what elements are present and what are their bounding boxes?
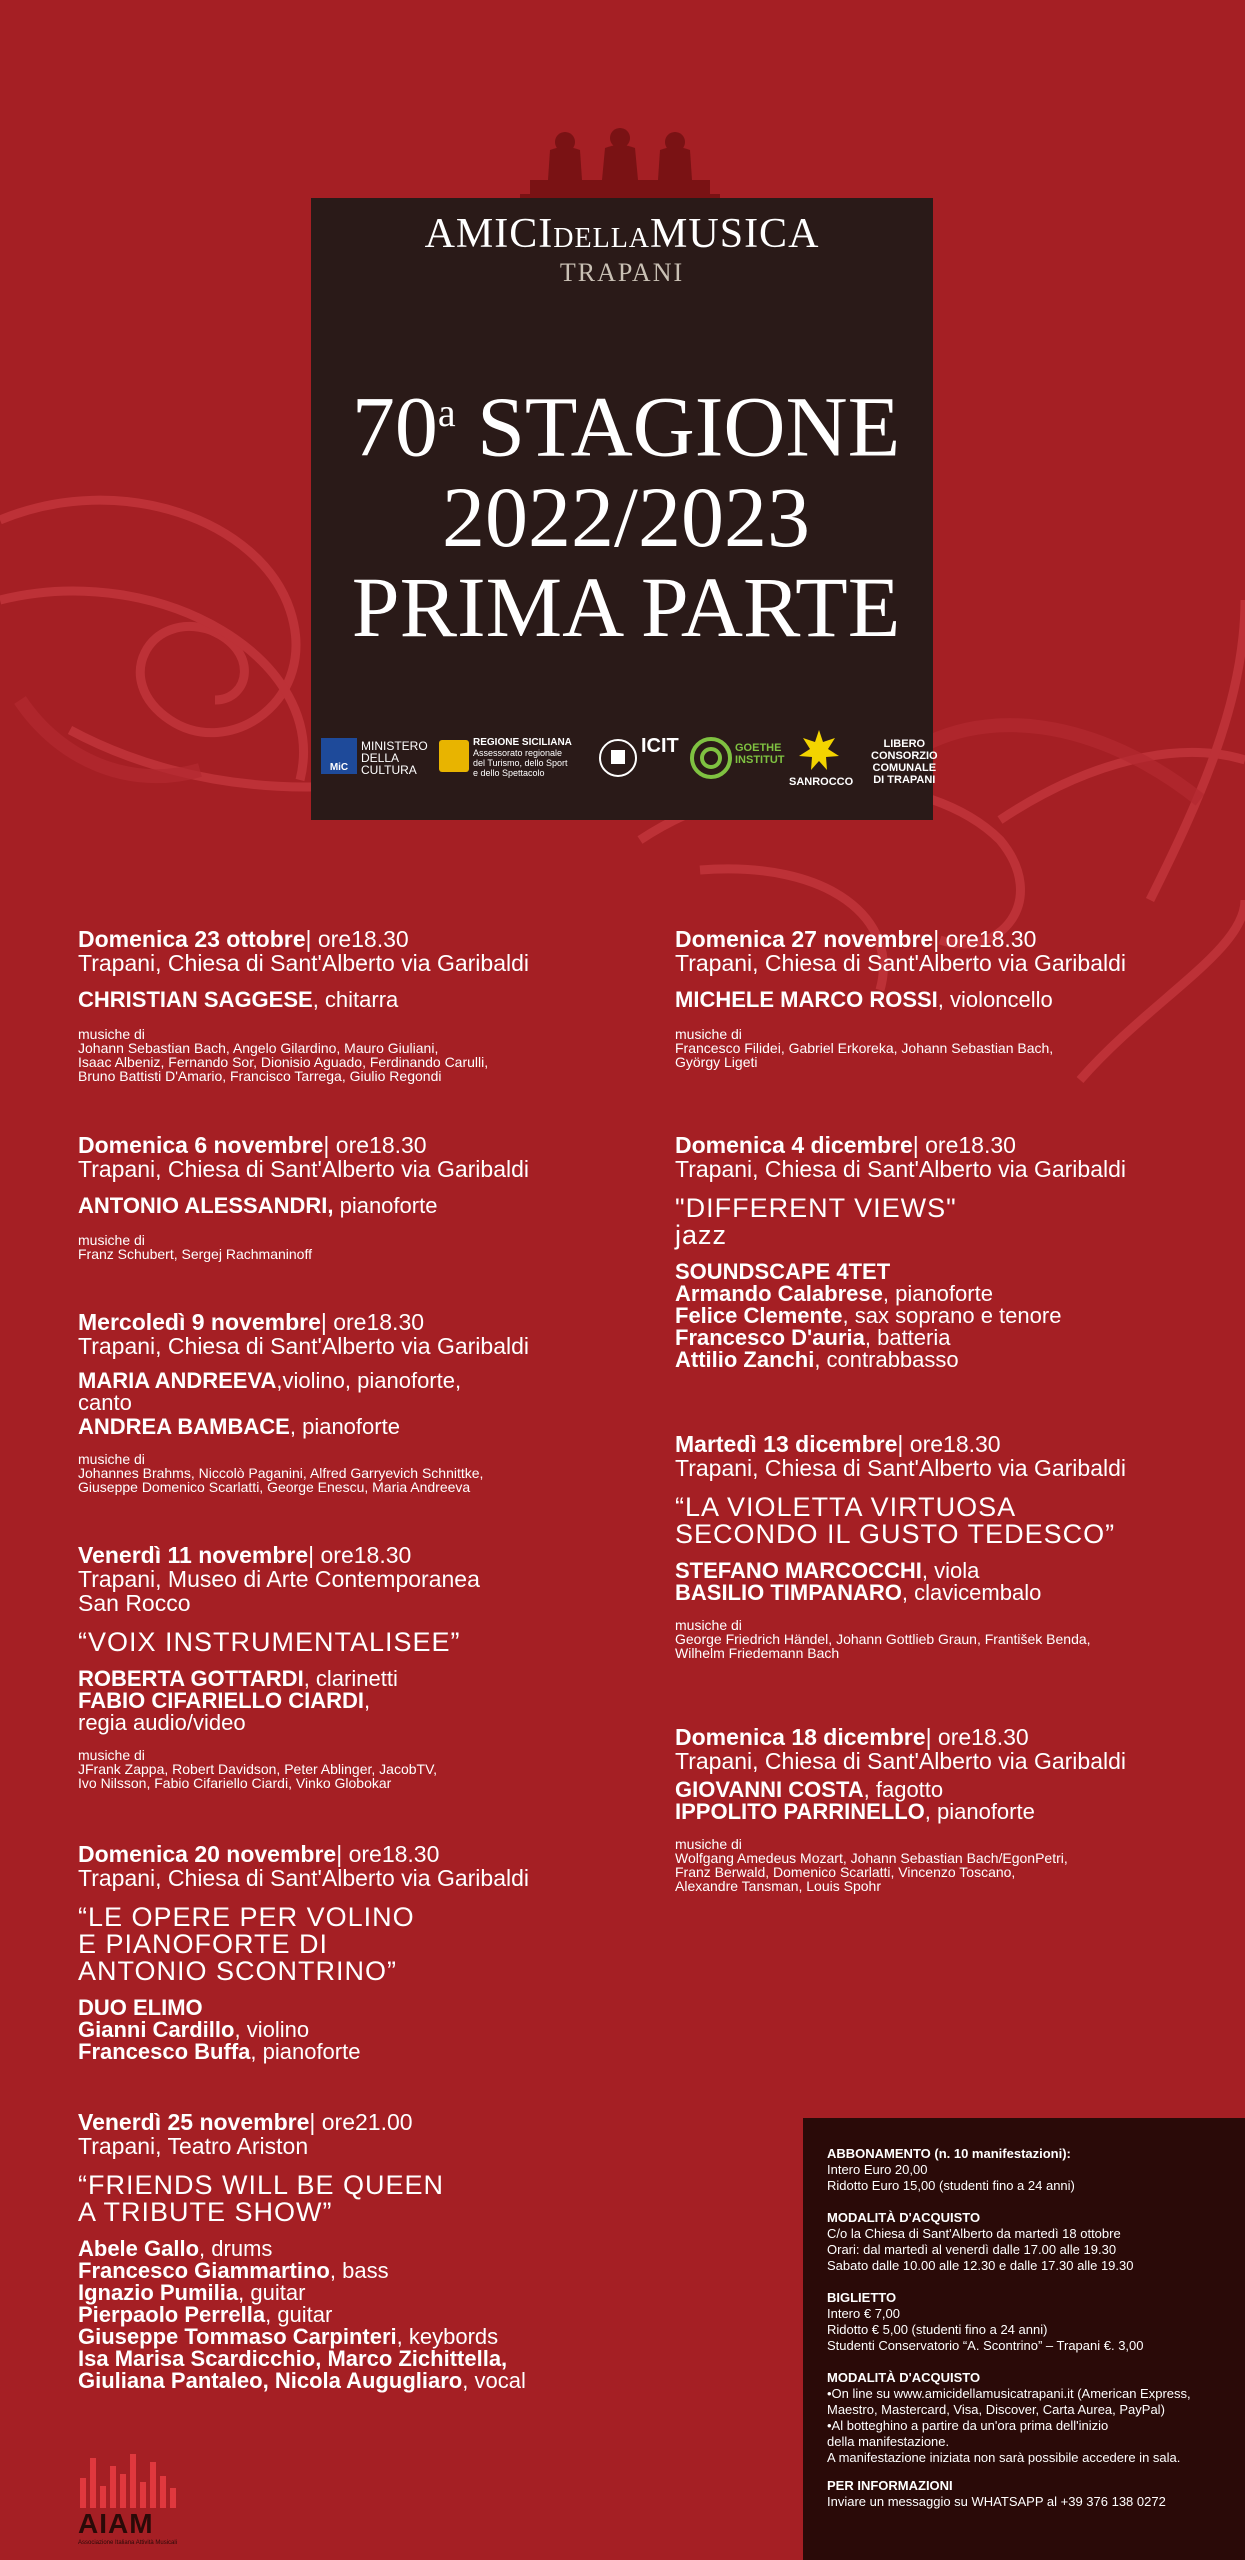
section-heading: BIGLIETTO	[827, 2290, 897, 2305]
music-line: György Ligeti	[675, 1054, 758, 1070]
city-seal-icon	[598, 738, 638, 778]
event-performer: Felice Clemente, sax soprano e tenore	[675, 1303, 1062, 1328]
goethe-text	[735, 742, 785, 766]
event-title-line: E PIANOFORTE DI	[78, 1929, 329, 1959]
music-line: Alexandre Tansman, Louis Spohr	[675, 1878, 881, 1894]
event-title-line: ANTONIO SCONTRINO”	[78, 1956, 398, 1986]
mic-line: MINISTERO	[361, 739, 428, 753]
brand-city: TRAPANI	[559, 258, 685, 287]
event-20-novembre	[78, 1842, 638, 2063]
music-line: Wilhelm Friedemann Bach	[675, 1645, 840, 1661]
ticket-info-box	[803, 2118, 1245, 2560]
info-line: A manifestazione iniziata non sarà possibile accedere in sala.	[827, 2450, 1181, 2465]
event-18-dicembre	[675, 1725, 1225, 1893]
music-line: Franz Schubert, Sergej Rachmaninoff	[78, 1246, 312, 1262]
sanrocco-text: SANROCCO	[789, 776, 854, 788]
event-performer-role: canto	[78, 1390, 132, 1415]
event-performer: Armando Calabrese, pianoforte	[675, 1281, 993, 1306]
music-line: Johannes Brahms, Niccolò Paganini, Alfred Garryevich Schnittke,	[78, 1465, 484, 1481]
music-line: Wolfgang Amedeus Mozart, Johann Sebastian Bach/EgonPetri,	[675, 1850, 1068, 1866]
info-line: Intero € 7,00	[827, 2306, 900, 2321]
libero-line: LIBERO	[883, 738, 926, 750]
event-performer: ROBERTA GOTTARDI, clarinetti	[78, 1666, 398, 1691]
abbonamento-section	[827, 2146, 1237, 2194]
info-line: •Al botteghino a partire da un'ora prima dell'inizio	[827, 2418, 1109, 2433]
event-performer: Francesco Buffa, pianoforte	[78, 2039, 361, 2064]
event-performer: Giuseppe Tommaso Carpinteri, keybords	[78, 2324, 499, 2349]
event-place: Trapani, Chiesa di Sant'Alberto via Garibaldi	[675, 1156, 1126, 1182]
music-line: JFrank Zappa, Robert Davidson, Peter Ablinger, JacobTV,	[78, 1761, 438, 1777]
event-title-line: "DIFFERENT VIEWS"	[675, 1193, 957, 1223]
music-heading: musiche di	[675, 1617, 742, 1633]
event-title	[675, 1494, 1225, 1548]
goethe-logo-icon	[689, 736, 733, 780]
info-line: Studenti Conservatorio “A. Scontrino” – Trapani €. 3,00	[827, 2338, 1144, 2353]
info-line: Orari: dal martedì al venerdì dalle 17.00 alle 19.30	[827, 2242, 1117, 2257]
event-27-novembre	[675, 927, 1225, 1069]
music-line: George Friedrich Händel, Johann Gottlieb Graun, František Benda,	[675, 1631, 1091, 1647]
mic-logo-icon	[321, 738, 357, 774]
event-place: Trapani, Chiesa di Sant'Alberto via Garibaldi	[78, 1865, 529, 1891]
event-title	[78, 1904, 638, 1985]
info-line: Ridotto € 5,00 (studenti fino a 24 anni)	[827, 2322, 1048, 2337]
season-line-3: PRIMA PARTE	[351, 558, 901, 655]
event-date: Martedì 13 dicembre| ore18.30	[675, 1431, 1001, 1457]
sanrocco-sun-icon	[797, 728, 841, 772]
icit-logo: ICIT	[641, 735, 679, 757]
music-line: Johann Sebastian Bach, Angelo Gilardino, Mauro Giuliani,	[78, 1040, 439, 1056]
aiam-label: AIAM	[78, 2508, 154, 2539]
event-date: Venerdì 11 novembre| ore18.30	[78, 1542, 412, 1568]
event-place: Trapani, Museo di Arte Contemporanea	[78, 1566, 480, 1592]
event-date: Domenica 18 dicembre| ore18.30	[675, 1724, 1029, 1750]
section-heading: PER INFORMAZIONI	[827, 2478, 953, 2493]
event-title-line: “FRIENDS WILL BE QUEEN	[78, 2170, 445, 2200]
event-place: Trapani, Chiesa di Sant'Alberto via Garibaldi	[78, 1156, 529, 1182]
event-performer-role: regia audio/video	[78, 1710, 246, 1735]
event-place: Trapani, Chiesa di Sant'Alberto via Garibaldi	[78, 1333, 529, 1359]
mic-line: DELLA	[361, 751, 400, 765]
mic-badge-text: MiC	[329, 762, 349, 773]
biglietto-section	[827, 2290, 1237, 2354]
event-performer: BASILIO TIMPANARO, clavicembalo	[675, 1580, 1042, 1605]
partner-logos	[321, 728, 938, 798]
event-performer: CHRISTIAN SAGGESE, chitarra	[78, 987, 399, 1012]
event-6-novembre	[78, 1133, 638, 1261]
music-line: Giuseppe Domenico Scarlatti, George Enescu, Maria Andreeva	[78, 1479, 471, 1495]
music-line: Bruno Battisti D'Amario, Francisco Tarrega, Giulio Regondi	[78, 1068, 442, 1084]
event-performer: Francesco Giammartino, bass	[78, 2258, 389, 2283]
music-line: Franz Berwald, Domenico Scarlatti, Vincenzo Toscano,	[675, 1864, 1016, 1880]
event-performer: Pierpaolo Perrella, guitar	[78, 2302, 333, 2327]
music-heading: musiche di	[78, 1451, 145, 1467]
season-header-box	[311, 198, 938, 820]
event-title-line: jazz	[675, 1220, 728, 1250]
mic-text	[361, 740, 428, 776]
event-performer: Ignazio Pumilia, guitar	[78, 2280, 306, 2305]
event-date: Domenica 27 novembre| ore18.30	[675, 926, 1037, 952]
brand-word-musica: MUSICA	[650, 211, 820, 257]
goethe-line: INSTITUT	[735, 754, 785, 766]
mic-line: CULTURA	[361, 763, 417, 777]
aiam-logo	[78, 2448, 198, 2548]
event-11-novembre	[78, 1543, 638, 1790]
per-informazioni-section	[827, 2478, 1237, 2510]
info-line: della manifestazione.	[827, 2434, 950, 2449]
regione-line: Assessorato regionale	[473, 748, 563, 758]
event-place: San Rocco	[78, 1590, 191, 1616]
event-performer: MICHELE MARCO ROSSI, violoncello	[675, 987, 1053, 1012]
info-line: C/o la Chiesa di Sant'Alberto da martedì 18 ottobre	[827, 2226, 1121, 2241]
modalita-acquisto-online-section	[827, 2370, 1237, 2466]
season-title	[341, 368, 911, 655]
season-line-2: 2022/2023	[442, 468, 810, 565]
regione-line: REGIONE SICILIANA	[473, 737, 572, 748]
event-date: Mercoledì 9 novembre| ore18.30	[78, 1309, 425, 1335]
music-heading: musiche di	[78, 1232, 145, 1248]
event-ensemble: DUO ELIMO	[78, 1995, 203, 2020]
modalita-acquisto-section	[827, 2210, 1237, 2274]
section-heading: MODALITÀ D'ACQUISTO	[827, 2370, 981, 2385]
libero-consorzio-text	[871, 738, 938, 786]
event-date: Domenica 4 dicembre| ore18.30	[675, 1132, 1016, 1158]
event-performer: IPPOLITO PARRINELLO, pianoforte	[675, 1799, 1035, 1824]
event-4-dicembre	[675, 1133, 1225, 1371]
statues-logo-icon	[520, 120, 720, 210]
event-place: Trapani, Chiesa di Sant'Alberto via Garibaldi	[675, 1748, 1126, 1774]
event-date: Domenica 6 novembre| ore18.30	[78, 1132, 427, 1158]
event-performer: Attilio Zanchi, contrabbasso	[675, 1347, 959, 1372]
event-performer: Abele Gallo, drums	[78, 2236, 273, 2261]
event-performer: MARIA ANDREEVA,violino, pianoforte,	[78, 1368, 462, 1393]
event-performer: FABIO CIFARIELLO CIARDI,	[78, 1688, 371, 1713]
regione-line: del Turismo, dello Sport	[473, 758, 568, 768]
brand-name	[311, 210, 933, 258]
event-25-novembre	[78, 2110, 638, 2392]
libero-line: COMUNALE	[872, 762, 937, 774]
event-performer: Isa Marisa Scardicchio, Marco Zichittella,	[78, 2346, 508, 2371]
event-place: Trapani, Teatro Ariston	[78, 2133, 309, 2159]
libero-line: CONSORZIO	[871, 750, 938, 762]
event-performer: GIOVANNI COSTA, fagotto	[675, 1777, 944, 1802]
regione-text	[473, 738, 572, 778]
event-date: Domenica 20 novembre| ore18.30	[78, 1841, 440, 1867]
info-line: Inviare un messaggio su WHATSAPP al +39 376 138 0272	[827, 2494, 1166, 2509]
event-performer: ANTONIO ALESSANDRI, pianoforte	[78, 1193, 438, 1218]
info-line: Sabato dalle 10.00 alle 12.30 e dalle 17.30 alle 19.30	[827, 2258, 1134, 2273]
event-performer: ANDREA BAMBACE, pianoforte	[78, 1414, 400, 1439]
event-place: Trapani, Chiesa di Sant'Alberto via Garibaldi	[675, 1455, 1126, 1481]
event-9-novembre	[78, 1310, 638, 1494]
music-heading: musiche di	[675, 1836, 742, 1852]
event-performer: STEFANO MARCOCCHI, viola	[675, 1558, 980, 1583]
event-title-line: SECONDO IL GUSTO TEDESCO”	[675, 1519, 1116, 1549]
event-title	[78, 2172, 638, 2226]
event-13-dicembre	[675, 1432, 1225, 1660]
event-date: Domenica 23 ottobre| ore18.30	[78, 926, 409, 952]
music-heading: musiche di	[78, 1747, 145, 1763]
music-line: Francesco Filidei, Gabriel Erkoreka, Johann Sebastian Bach,	[675, 1040, 1054, 1056]
event-performer: Giuliana Pantaleo, Nicola Augugliaro, vocal	[78, 2368, 526, 2393]
event-date: Venerdì 25 novembre| ore21.00	[78, 2109, 413, 2135]
info-line: Ridotto Euro 15,00 (studenti fino a 24 anni)	[827, 2178, 1075, 2193]
event-title	[675, 1195, 1225, 1249]
section-heading: MODALITÀ D'ACQUISTO	[827, 2210, 981, 2225]
libero-line: DI TRAPANI	[873, 774, 936, 786]
music-heading: musiche di	[675, 1026, 742, 1042]
music-line: Isaac Albeniz, Fernando Sor, Dionisio Aguado, Ferdinando Carulli,	[78, 1054, 489, 1070]
event-23-ottobre	[78, 927, 638, 1083]
regione-sicilia-logo-icon	[439, 740, 469, 772]
event-title-line: “LE OPERE PER VOLINO	[78, 1902, 415, 1932]
brand-word-amici: AMICI	[424, 211, 554, 257]
event-title-line: “LA VIOLETTA VIRTUOSA	[675, 1492, 1017, 1522]
info-line: •On line su www.amicidellamusicatrapani.it (American Express,	[827, 2386, 1191, 2401]
event-place: Trapani, Chiesa di Sant'Alberto via Garibaldi	[675, 950, 1126, 976]
info-line: Maestro, Mastercard, Visa, Discover, Carta Aurea, PayPal)	[827, 2402, 1165, 2417]
music-line: Ivo Nilsson, Fabio Cifariello Ciardi, Vinko Globokar	[78, 1775, 392, 1791]
brand-word-della: DELLA	[553, 223, 651, 254]
section-heading: ABBONAMENTO (n. 10 manifestazioni):	[827, 2146, 1071, 2161]
event-title-line: A TRIBUTE SHOW”	[78, 2197, 333, 2227]
event-ensemble: SOUNDSCAPE 4TET	[675, 1259, 891, 1284]
aiam-sub: Associazione Italiana Attività Musicali	[78, 2540, 178, 2546]
regione-line: e dello Spettacolo	[473, 768, 545, 778]
event-place: Trapani, Chiesa di Sant'Alberto via Garibaldi	[78, 950, 529, 976]
season-number: 70	[351, 378, 438, 475]
season-ordinal: a	[437, 390, 456, 435]
season-word: STAGIONE	[477, 378, 901, 475]
event-performer: Gianni Cardillo, violino	[78, 2017, 310, 2042]
music-heading: musiche di	[78, 1026, 145, 1042]
info-line: Intero Euro 20,00	[827, 2162, 928, 2177]
goethe-line: GOETHE	[735, 742, 782, 754]
aiam-bars-icon	[78, 2448, 188, 2508]
event-title: “VOIX INSTRUMENTALISEE”	[78, 1627, 461, 1657]
season-line-1	[341, 368, 911, 475]
event-performer: Francesco D'auria, batteria	[675, 1325, 951, 1350]
